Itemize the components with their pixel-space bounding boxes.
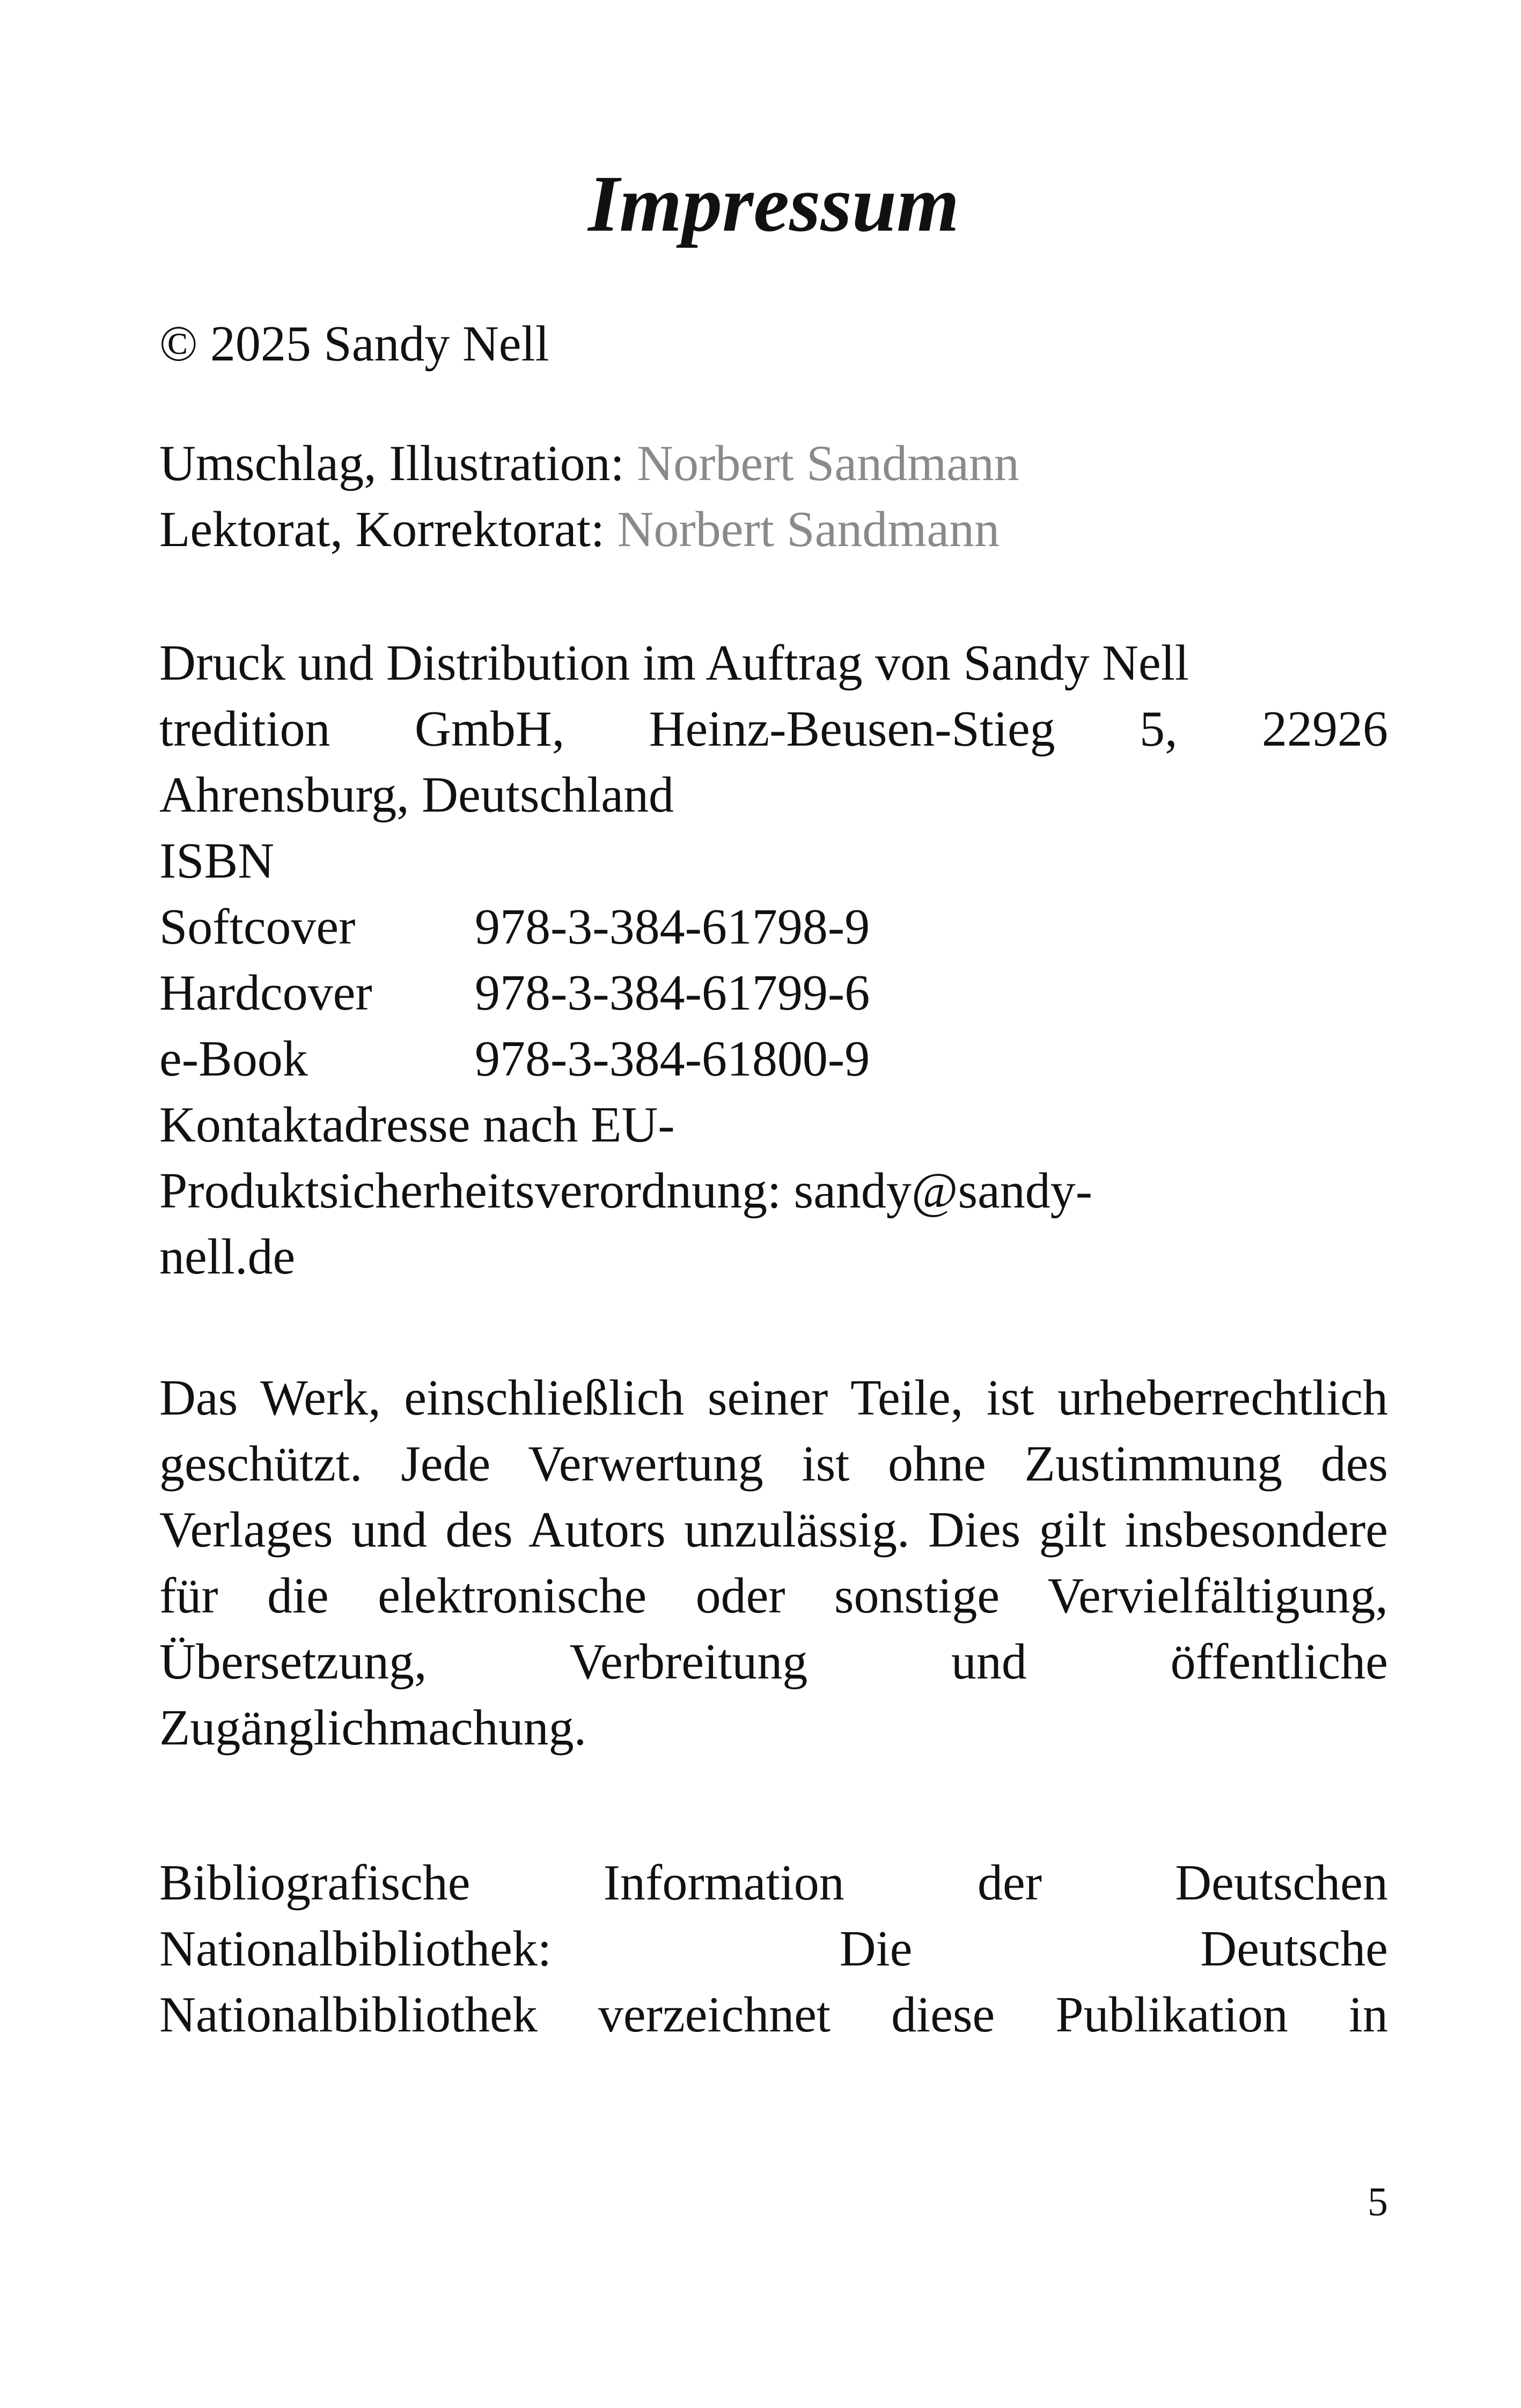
legal-paragraph: Das Werk, einschließlich seiner Teile, ist urheberrechtlich geschützt. Jede Verwertung ist ohne Zustimmung des Verlages und des Autors unzulässig. Dies gilt insbesondere für die elektronische oder sonstige Vervielfältigung, Übersetzung, Verbreitung und öffentliche Zugänglichmachung.: [159, 1370, 1388, 1756]
print-block: [159, 630, 1388, 1290]
print-line-3: Ahrensburg, Deutschland: [159, 767, 674, 823]
isbn-format: Softcover: [159, 899, 356, 955]
credit-editing: [159, 497, 1388, 563]
bibliography-line-3: Nationalbibliothek verzeichnet diese Publikation in: [159, 1987, 1388, 2043]
bibliography-line-1: Bibliografische Information der Deutschen: [159, 1855, 1388, 1911]
contact-line-1: Kontaktadresse nach EU-: [159, 1097, 675, 1153]
credit-cover-label: Umschlag, Illustration:: [159, 436, 637, 491]
isbn-format: Hardcover: [159, 965, 372, 1021]
bibliography-line-2: Nationalbibliothek: Die Deutsche: [159, 1921, 1388, 1977]
isbn-number: 978-3-384-61799-6: [475, 965, 870, 1021]
contact-line-3: nell.de: [159, 1229, 296, 1285]
isbn-row-ebook: [159, 1026, 1388, 1092]
print-line-1: Druck und Distribution im Auftrag von Sandy Nell: [159, 635, 1189, 691]
isbn-heading: ISBN: [159, 833, 275, 889]
isbn-number: 978-3-384-61798-9: [475, 899, 870, 955]
copyright-line: © 2025 Sandy Nell: [159, 316, 549, 372]
credits-block: [159, 431, 1388, 563]
page-number: 5: [1368, 2179, 1388, 2225]
isbn-number: 978-3-384-61800-9: [475, 1031, 870, 1087]
contact-line-2: Produktsicherheitsverordnung: sandy@sandy-: [159, 1163, 1093, 1219]
isbn-row-softcover: [159, 894, 1388, 960]
isbn-format: e-Book: [159, 1031, 308, 1087]
bibliography-block: [159, 1850, 1388, 2048]
credit-editing-name: Norbert Sandmann: [617, 502, 1000, 557]
imprint-page: [159, 0, 1388, 2408]
isbn-row-hardcover: [159, 960, 1388, 1026]
page-title: Impressum: [588, 159, 959, 248]
print-line-2: tredition GmbH, Heinz-Beusen-Stieg 5, 22926: [159, 701, 1388, 757]
credit-cover-name: Norbert Sandmann: [637, 436, 1019, 491]
credit-cover: [159, 431, 1388, 497]
credit-editing-label: Lektorat, Korrektorat:: [159, 502, 618, 557]
